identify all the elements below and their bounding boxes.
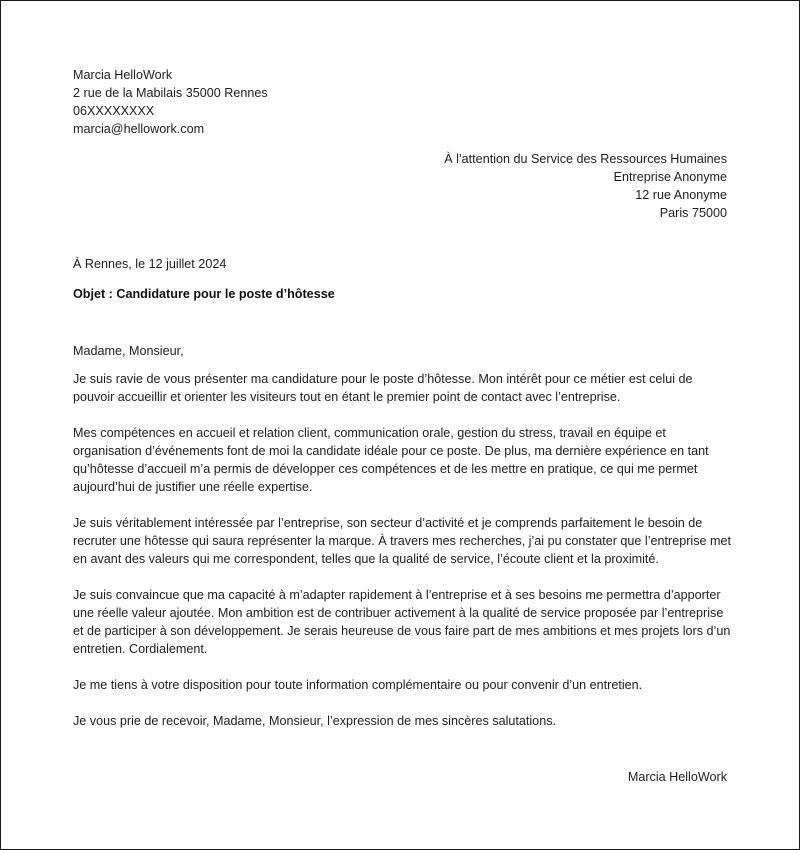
paragraph: Je vous prie de recevoir, Madame, Monsieur, l’expression de mes sincères salutations.	[73, 714, 556, 728]
recipient-company: Entreprise Anonyme	[613, 170, 727, 184]
sender-address: 2 rue de la Mabilais 35000 Rennes	[73, 86, 268, 100]
letter-body	[73, 342, 733, 748]
paragraph: Je suis convaincue que ma capacité à m’adapter rapidement à l’entreprise et à ses besoins me permettra d’apporter une réelle valeur ajoutée. Mon ambition est de contribuer activement à la qualité de service proposée par l’entreprise et de participer à son développement. Je serais heureuse de vous faire part de mes ambitions et mes projets lors d’un entretien. Cordialement.	[73, 588, 731, 656]
recipient-city: Paris 75000	[659, 206, 727, 220]
greeting: Madame, Monsieur,	[73, 344, 184, 358]
paragraph: Je suis ravie de vous présenter ma candidature pour le poste d’hôtesse. Mon intérêt pour ce métier est celui de pouvoir accueillir et orienter les visiteurs tout en étant le premier point de contact avec l’entreprise.	[73, 372, 693, 404]
sender-name: Marcia HelloWork	[73, 68, 173, 82]
paragraph: Mes compétences en accueil et relation client, communication orale, gestion du stress, travail en équipe et organisation d’événements font de moi la candidate idéale pour ce poste. De plus, ma dernière expérience en tant qu’hôtesse d’accueil m’a permis de développer ces compétences et de les mettre en pratique, ce qui me permet aujourd’hui de justifier une réelle expertise.	[73, 426, 709, 494]
paragraph: Je me tiens à votre disposition pour toute information complémentaire ou pour convenir d’un entretien.	[73, 678, 643, 692]
recipient-street: 12 rue Anonyme	[635, 188, 727, 202]
signature: Marcia HelloWork	[627, 770, 727, 784]
paragraph: Je suis véritablement intéressée par l’entreprise, son secteur d’activité et je comprends parfaitement le besoin de recruter une hôtesse qui saura représenter la marque. À travers mes recherches, j’ai pu constater que l’entreprise met en avant des valeurs qui me correspondent, telles que la qualité de service, l’écoute client et la proximité.	[73, 516, 731, 566]
sender-phone: 06XXXXXXXX	[73, 104, 155, 118]
recipient-attention: À l’attention du Service des Ressources Humaines	[444, 152, 727, 166]
recipient-block	[444, 150, 727, 222]
subject-line: Objet : Candidature pour le poste d’hôtesse	[73, 287, 335, 301]
sender-block	[73, 66, 268, 138]
date-line: À Rennes, le 12 juillet 2024	[73, 257, 227, 271]
sender-email: marcia@hellowork.com	[73, 122, 205, 136]
